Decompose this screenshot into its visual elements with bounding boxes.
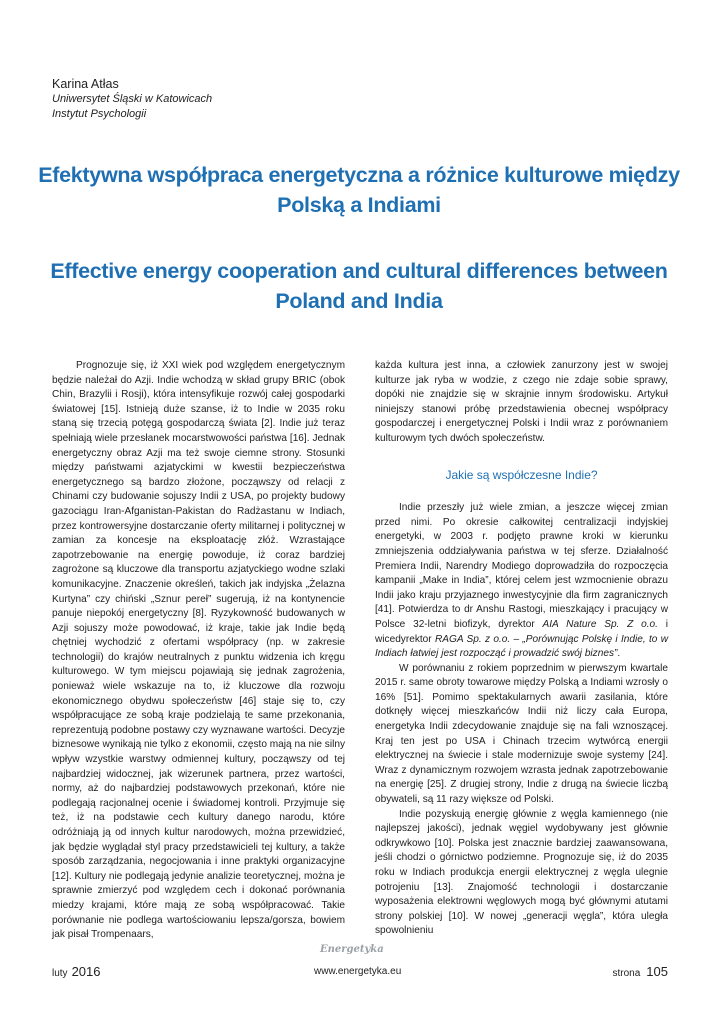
author-affiliation-university: Uniwersytet Śląski w Katowicach	[52, 93, 213, 105]
page-label: strona	[612, 968, 641, 979]
paragraph: W porównaniu z rokiem poprzednim w pierwszym kwartale 2015 r. same obroty towarowe między Polską a Indiami wzrosły o 16% [51]. Pomimo spektakularnych awarii zasilania, które dotknęły więcej mieszkańców Indii niż liczy cała Europa, energetyka Indii zdecydowanie znajduje się na fali wznoszącej. Kraj ten jest po USA i Chinach trzecim wytwórcą energii elektrycznej na świecie i stale modernizuje swoje systemy [24]. Wraz z dynamicznym rozwojem wzrasta jednak zapotrzebowanie na energię [25]. Z drugiej strony, Indie z drugą na świecie liczbą obywateli, są 11 razy większe od Polski.	[375, 662, 668, 806]
paragraph: Prognozuje się, iż XXI wiek pod względem energetycznym będzie należał do Azji. Indie wchodzą w skład grupy BRIC (obok Chin, Brazylii i Rosji), która intensyfikuje rozwój całej gospodarki światowej [15]. Istnieją duże szanse, iż to Indie w 2035 roku staną się trzecią potęgą gospodarczą świata [2]. Indie już teraz spełniają wiele przesłanek mocarstwowości państwa [16]. Jednak energetyczny obraz Azji ma też swoje ciemne strony. Stosunki między państwami azjatyckimi w kwestii bezpieczeństwa energetycznego są bardzo złożone, począwszy od relacji z Chinami czy budowanie sojuszy Indii z USA, po projekty budowy gazociągu Iran-Afganistan-Pakistan do Radżastanu w Indiach, przez kontrowersyjne dostarczanie oferty militarnej i politycznej w zamian za koncesje na eksploatację złóż. Wzrastające zapotrzebowanie na energię powoduje, iż coraz bardziej zagrożone są kluczowe dla transportu azjatyckiego wodne szlaki komunikacyjne. Znaczenie określeń, takich jak indyjska „Żelazna Kurtyna” czy chiński „Sznur pereł” sugerują, iż na kontynencie panuje niepokój energetyczny [8]. Ryzykowność budowanych w Azji sojuszy może powodować, iż kraje, takie jak Indie będą chętniej wychodzić z ofertami współpracy (np. w zakresie technologii) do krajów neutralnych z punktu widzenia ich kręgu kulturowego. W tym miejscu pojawiają się jednak zagrożenia, ponieważ wiele wskazuje na to, iż kluczowe dla rozwoju ekonomicznego obydwu społeczeństw [46] staje się to, czy współpracujące ze sobą kraje podzielają te same przekonania, reprezentują podobne postawy czy wyznawane wartości. Decyzje biznesowe wynikają nie tylko z ekonomii, często mają na nie silny wpływ wzystkie warstwy odmiennej kultury, począwszy od tej najbardziej widocznej, jak wizerunek partnera, przez wartości, normy, aż do najbardziej podstawowych przekonań, które nie podlegają racjonalnej ocenie i świadomej kontroli. Przyjmuje się też, iż na podstawie cech kultury danego narodu, które odróżniają ją od innych kultur narodowych, można przewidzieć, jak będzie wyglądał styl pracy przedstawicieli tej kultury, a także sposób zarządzania, negocjowania i inne praktyki organizacyjne [12]. Kultury nie podlegają jedynie analizie teoretycznej, można je sprawnie zmierzyć pod względem cech i dokonać porównania miedzy krajami, które mają ze sobą współpracować. Takie porównanie nie podlega wartościowaniu lepsza/gorsza, bowiem jak pisał Trompenaars,	[52, 360, 345, 941]
author-affiliation-institute: Instytut Psychologii	[52, 108, 147, 120]
year: 2016	[71, 964, 101, 979]
title-english: Effective energy cooperation and cultural differences between Poland and India	[50, 259, 668, 313]
paragraph: każda kultura jest inna, a człowiek zanurzony jest w swojej kulturze jak ryba w wodzie, z czego nie zdaje sobie sprawy, dopóki nie znajdzie się w skrajnie innym środowisku. Artykuł niniejszy stanowi próbę przedstawienia obecnej współpracy gospodarczej i energetycznej Polski i Indii wraz z porównaniem kulturowym tych dwóch społeczeństw.	[375, 360, 668, 444]
author-name: Karina Atłas	[52, 77, 119, 91]
page-number-block	[613, 964, 669, 979]
journal-logo: Energetyka	[320, 944, 384, 955]
paragraph-text: Indie przeszły już wiele zmian, a jeszcze więcej zmian przed nimi. Po okresie całkowitej centralizacji indyjskiej energetyki, w 2003 r. podjęto prawne kroki w kierunku zmniejszenia oddziaływania państwa w tej sferze. Działalność Premiera Indii, Narendry Modiego doprowadziła do rozpoczęcia kampanii „Make in India”, której celem jest wzmocnienie obrazu Indii jako kraju przyjaznego inwestycyjnie dla firm zagranicznych [41]. Potwierdza to dr Anshu Rastogi, mieszkający i pracujący w Polsce 32-letni biofizyk, dyrektor	[375, 502, 668, 630]
section-heading: Jakie są współczesne Indie?	[445, 467, 598, 482]
issue-date	[52, 964, 100, 979]
page-footer	[52, 944, 668, 982]
company-name: RAGA Sp. z o.o.	[434, 633, 511, 645]
title-polish: Efektywna współpraca energetyczna a różnice kulturowe między Polską a Indiami	[38, 163, 680, 217]
company-name: AIA Nature Sp. Z o.o.	[542, 618, 658, 630]
left-column	[52, 359, 345, 943]
page-number: 105	[646, 964, 668, 979]
quote: „Porównując Polskę i Indie, to w Indiach łatwiej jest rozpocząć i prowadzić swój biznes”	[375, 633, 668, 660]
paragraph	[375, 501, 668, 662]
journal-url: www.energetyka.eu	[314, 966, 402, 977]
paragraph: Indie pozyskują energię głównie z węgla kamiennego (nie najlepszej jakości), jednak węgiel wydobywany jest głównie odkrywkowo [10]. Polska jest znacznie bardziej zaawansowana, jeśli chodzi o górnictwo podziemne. Prognozuje się, iż do 2035 roku w Indiach produkcja energii elektrycznej z węgla ulegnie potrojeniu [13]. Znajomość technologii i dostarczanie wyposażenia elektrowni węglowych mogą być głównymi atutami strony polskiej [10]. W nowej „generacji węgla”, która uległa spowolnieniu	[375, 808, 668, 937]
paragraph-text: i wicedyrektor	[375, 618, 669, 645]
right-column	[375, 359, 668, 939]
paragraph-text: .	[617, 648, 621, 660]
month-label: luty	[52, 968, 68, 979]
paragraph-text: –	[510, 633, 523, 645]
author-block	[52, 76, 212, 122]
